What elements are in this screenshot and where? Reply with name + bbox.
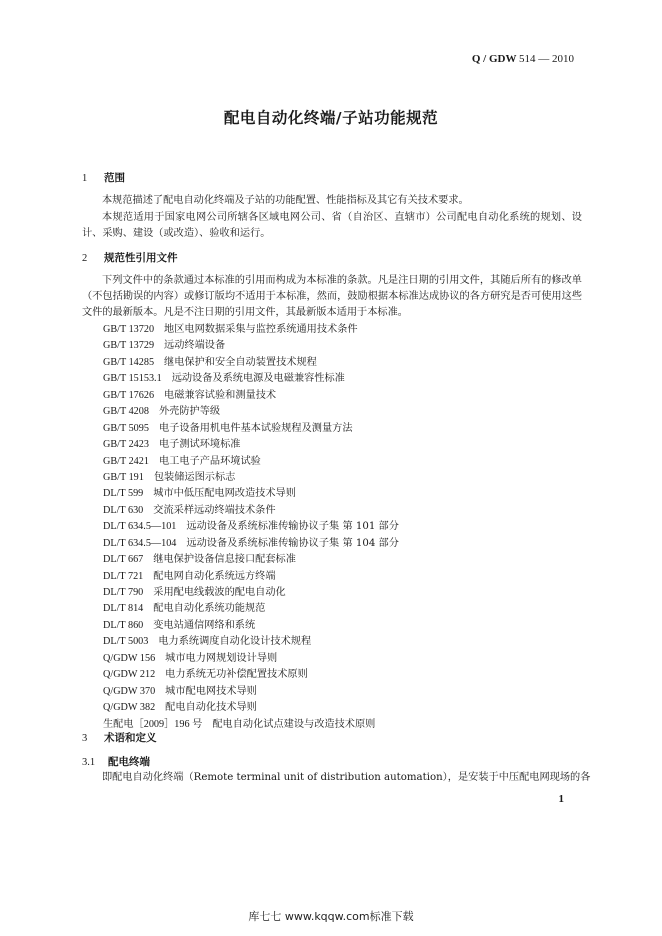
reference-item <box>103 567 399 583</box>
reference-name: 远动设备及系统电源及电磁兼容性标准 <box>171 373 345 385</box>
section-number: 2 <box>82 253 88 264</box>
reference-item <box>103 484 399 500</box>
reference-item <box>103 682 399 698</box>
footer-watermark: 库七七 www.kqqw.com标准下载 <box>248 910 414 923</box>
reference-code: GB/T 2421 <box>103 455 149 467</box>
standard-code-prefix: Q / GDW <box>471 53 517 65</box>
reference-name: 城市配电网技术导则 <box>165 685 257 697</box>
reference-name: 配电自动化试点建设与改造技术原则 <box>212 718 376 730</box>
standard-code <box>472 53 574 65</box>
reference-name: 配电网自动化系统远方终端 <box>153 570 276 582</box>
reference-item <box>103 468 399 484</box>
reference-name: 包装储运图示标志 <box>153 471 236 483</box>
reference-code: GB/T 14285 <box>103 356 155 368</box>
reference-code: DL/T 630 <box>103 504 144 516</box>
reference-code: GB/T 17626 <box>103 389 155 401</box>
reference-code: GB/T 13729 <box>103 340 155 352</box>
reference-item <box>103 386 399 402</box>
subsection-3-1-paragraph: 即配电自动化终端（Remote terminal unit of distribution automation），是安装于中压配电网现场的各 <box>102 772 591 783</box>
reference-item <box>103 649 399 665</box>
reference-code: DL/T 634.5—104 <box>103 537 177 549</box>
reference-name: 交流采样远动终端技术条件 <box>153 504 276 516</box>
subsection-3-1-heading <box>82 754 150 769</box>
reference-item <box>103 616 399 632</box>
reference-name: 电子设备用机电件基本试验规程及测量方法 <box>158 422 353 434</box>
section-1-paragraph-2: 本规范适用于国家电网公司所辖各区域电网公司、省（自治区、直辖市）公司配电自动化系统的规划、设计、采购、建设（或改造）、验收和运行。 <box>82 212 582 239</box>
reference-name: 地区电网数据采集与监控系统通用技术条件 <box>164 324 358 335</box>
reference-item <box>103 336 399 352</box>
reference-code: GB/T 4208 <box>103 406 149 418</box>
reference-code: DL/T 790 <box>103 587 144 598</box>
reference-code: DL/T 721 <box>103 570 144 582</box>
section-number: 3 <box>82 733 88 744</box>
reference-code: DL/T 814 <box>103 603 144 615</box>
reference-name: 外壳防护等级 <box>158 406 221 418</box>
reference-name: 配电自动化技术导则 <box>165 702 257 714</box>
section-number: 1 <box>82 173 88 184</box>
section-3-heading <box>82 730 157 745</box>
reference-list <box>103 320 399 731</box>
reference-item <box>103 550 399 566</box>
reference-name: 配电自动化系统功能规范 <box>153 603 266 615</box>
reference-name: 采用配电线载波的配电自动化 <box>153 587 286 598</box>
reference-name: 城市电力网规划设计导则 <box>165 652 278 664</box>
reference-item <box>103 419 399 435</box>
section-2-heading <box>82 250 178 265</box>
reference-name: 远动设备及系统标准传输协议子集 第 104 部分 <box>186 537 399 549</box>
reference-name: 远动终端设备 <box>164 340 226 352</box>
document-title: 配电自动化终端/子站功能规范 <box>223 109 439 127</box>
reference-name: 变电站通信网络和系统 <box>153 619 256 631</box>
reference-name: 继电保护设备信息接口配套标准 <box>153 554 296 566</box>
reference-item <box>103 583 399 599</box>
reference-code: DL/T 634.5—101 <box>103 521 177 533</box>
reference-code: GB/T 13720 <box>103 324 155 335</box>
subsection-number: 3.1 <box>82 757 96 768</box>
reference-name: 城市中低压配电网改造技术导则 <box>153 488 296 500</box>
reference-code: 生配电［2009］196 号 <box>103 718 203 730</box>
reference-code: GB/T 5095 <box>103 422 149 434</box>
reference-name: 电工电子产品环境试验 <box>158 455 261 467</box>
reference-code: DL/T 860 <box>103 619 144 631</box>
reference-code: DL/T 667 <box>103 554 144 566</box>
reference-item <box>103 698 399 714</box>
reference-item <box>103 517 399 533</box>
reference-item <box>103 369 399 385</box>
reference-item <box>103 402 399 418</box>
reference-code: GB/T 2423 <box>103 439 149 451</box>
reference-item <box>103 452 399 468</box>
reference-code: GB/T 15153.1 <box>103 373 162 385</box>
reference-item <box>103 534 399 550</box>
reference-item <box>103 501 399 517</box>
reference-item <box>103 353 399 369</box>
section-title: 规范性引用文件 <box>104 252 178 264</box>
section-1-paragraph-1: 本规范描述了配电自动化终端及子站的功能配置、性能指标及其它有关技术要求。 <box>102 195 469 206</box>
reference-name: 电磁兼容试验和测量技术 <box>164 389 277 401</box>
reference-code: GB/T 191 <box>103 471 144 483</box>
section-1-heading <box>82 170 125 185</box>
subsection-title: 配电终端 <box>108 756 150 768</box>
section-title: 术语和定义 <box>104 732 157 744</box>
reference-code: DL/T 599 <box>103 488 144 500</box>
reference-name: 继电保护和安全自动装置技术规程 <box>164 356 317 368</box>
reference-code: Q/GDW 370 <box>103 685 156 697</box>
standard-code-number: 514 — 2010 <box>519 53 574 65</box>
reference-code: Q/GDW 382 <box>103 702 156 714</box>
reference-item <box>103 715 399 731</box>
reference-name: 电子测试环境标准 <box>158 439 241 451</box>
reference-item <box>103 599 399 615</box>
reference-item <box>103 665 399 681</box>
reference-name: 电力系统调度自动化设计技术规程 <box>158 636 312 648</box>
reference-name: 远动设备及系统标准传输协议子集 第 101 部分 <box>186 521 399 533</box>
reference-code: DL/T 5003 <box>103 636 149 648</box>
section-title: 范围 <box>104 172 125 184</box>
reference-code: Q/GDW 212 <box>103 669 156 681</box>
reference-item <box>103 632 399 648</box>
reference-item <box>103 435 399 451</box>
reference-name: 电力系统无功补偿配置技术原则 <box>165 669 308 681</box>
section-2-paragraph: 下列文件中的条款通过本标准的引用而构成为本标准的条款。凡是注日期的引用文件，其随后所有的修改单（不包括勘误的内容）或修订版均不适用于本标准，然而，鼓励根据本标准达成协议的各方研究是否可使用这些文件的最新版本。凡是不注日期的引用文件，其最新版本适用于本标准。 <box>82 275 582 318</box>
reference-code: Q/GDW 156 <box>103 652 156 664</box>
page-number: 1 <box>558 793 564 805</box>
reference-item <box>103 320 399 336</box>
